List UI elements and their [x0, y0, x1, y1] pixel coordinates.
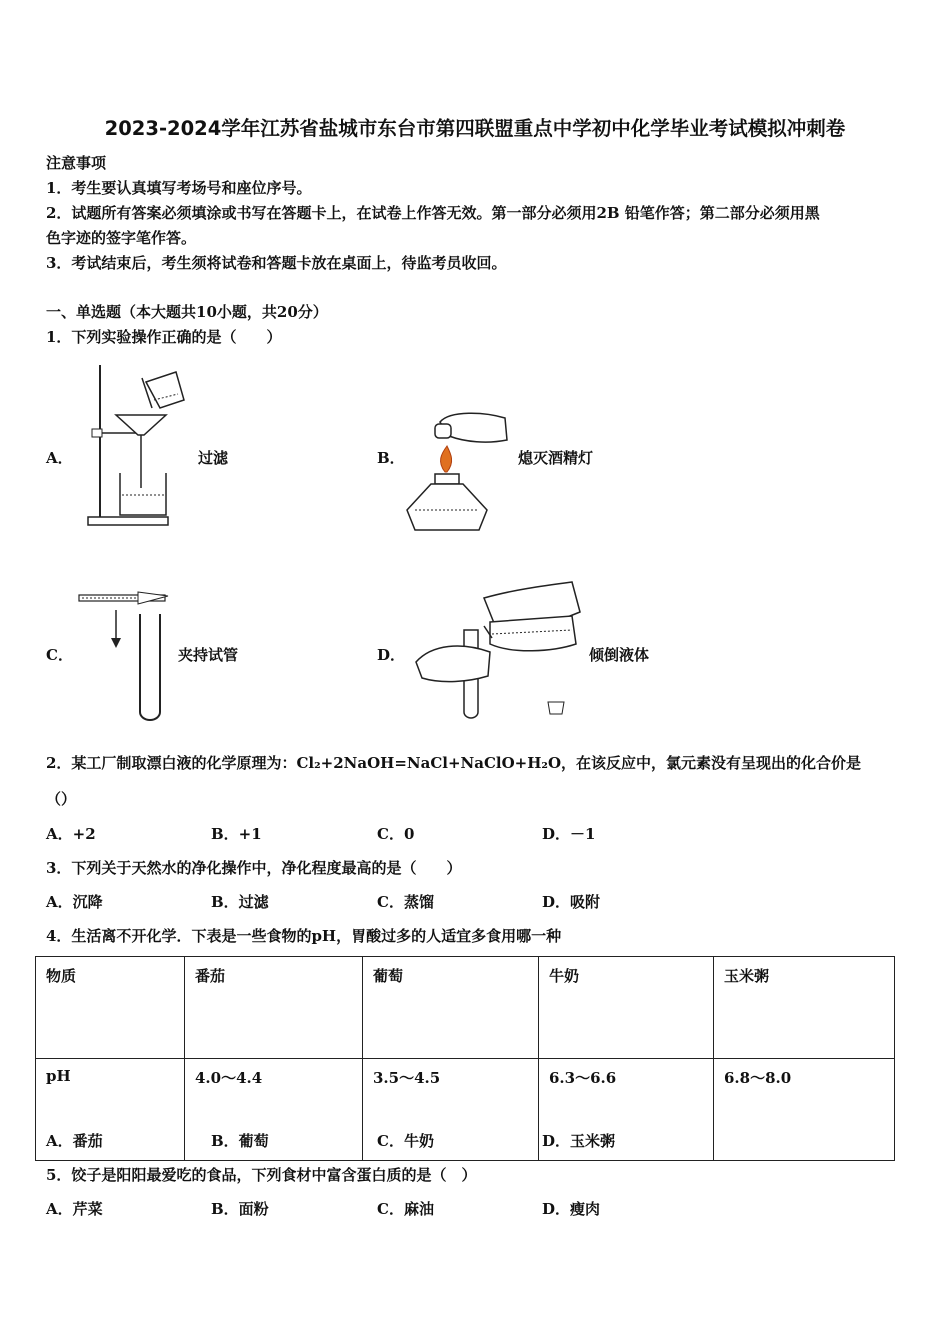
q5-option-d: D．瘦肉 [542, 1200, 601, 1218]
notice-item: 3．考试结束后，考生须将试卷和答题卡放在桌面上，待监考员收回。 [46, 254, 507, 272]
notice-heading: 注意事项 [46, 154, 107, 172]
q5-option-a: A．芹菜 [46, 1200, 103, 1218]
table-cell: 玉米粥 [714, 957, 895, 1059]
pouring-liquid-illustration [412, 572, 592, 722]
table-cell: 番茄 [185, 957, 363, 1059]
q3-option-c: C．蒸馏 [377, 893, 434, 911]
table-row [36, 957, 895, 1059]
table-cell: 4.0～4.4 [185, 1059, 363, 1161]
q1-option-b-label: 熄灭酒精灯 [518, 449, 594, 467]
q4-option-c: C．牛奶 [377, 1132, 434, 1150]
q2-option-d: D．－1 [542, 825, 596, 843]
table-cell: 牛奶 [539, 957, 714, 1059]
q2-option-c: C．0 [377, 825, 415, 843]
q5-option-b: B．面粉 [211, 1200, 269, 1218]
page-title: 2023-2024学年江苏省盐城市东台市第四联盟重点中学初中化学毕业考试模拟冲刺卷 [104, 117, 846, 140]
question-5-stem: 5．饺子是阳阳最爱吃的食品，下列食材中富含蛋白质的是（ ） [46, 1166, 477, 1184]
q4-option-a: A．番茄 [46, 1132, 103, 1150]
q1-option-b-letter: B． [377, 449, 405, 467]
q4-option-b: B．葡萄 [211, 1132, 269, 1150]
q3-option-b: B．过滤 [211, 893, 269, 911]
q1-option-a-label: 过滤 [198, 449, 229, 467]
q2-option-b: B．+1 [211, 825, 262, 843]
q5-option-c: C．麻油 [377, 1200, 434, 1218]
q1-option-c-label: 夹持试管 [178, 646, 239, 664]
table-cell: 物质 [36, 957, 185, 1059]
q1-option-a-letter: A． [46, 449, 73, 467]
notice-item: 色字迹的签字笔作答。 [46, 229, 197, 247]
q1-option-c-letter: C． [46, 646, 73, 664]
table-cell: pH [36, 1059, 185, 1161]
question-3-stem: 3．下列关于天然水的净化操作中，净化程度最高的是（ ） [46, 859, 462, 877]
q3-option-a: A．沉降 [46, 893, 103, 911]
filtration-illustration [84, 360, 194, 530]
q4-option-d: D．玉米粥 [542, 1132, 616, 1150]
table-cell: 6.3～6.6 [539, 1059, 714, 1161]
test-tube-holder-illustration [76, 588, 176, 723]
question-2-stem: 2．某工厂制取漂白液的化学原理为：Cl₂+2NaOH=NaCl+NaClO+H₂O，在该反应中，氯元素没有呈现出的化合价是 [46, 754, 862, 772]
table-cell: 3.5～4.5 [363, 1059, 539, 1161]
ph-table [35, 956, 895, 1161]
q1-option-d-letter: D． [377, 646, 406, 664]
table-row [36, 1059, 895, 1161]
alcohol-lamp-illustration [405, 410, 515, 535]
q2-option-a: A．+2 [46, 825, 96, 843]
table-cell: 葡萄 [363, 957, 539, 1059]
question-4-stem: 4．生活离不开化学．下表是一些食物的pH，胃酸过多的人适宜多食用哪一种 [46, 927, 562, 945]
notice-item: 2．试题所有答案必须填涂或书写在答题卡上，在试卷上作答无效。第一部分必须用2B 铅笔作答；第二部分必须用黑 [46, 204, 820, 222]
q1-option-d-label: 倾倒液体 [589, 646, 650, 664]
question-1-stem: 1．下列实验操作正确的是（ ） [46, 328, 282, 346]
section-heading: 一、单选题（本大题共10小题，共20分） [46, 303, 328, 321]
table-cell: 6.8～8.0 [714, 1059, 895, 1161]
notice-item: 1．考生要认真填写考场号和座位序号。 [46, 179, 312, 197]
question-2-paren: （） [46, 790, 77, 808]
q3-option-d: D．吸附 [542, 893, 601, 911]
